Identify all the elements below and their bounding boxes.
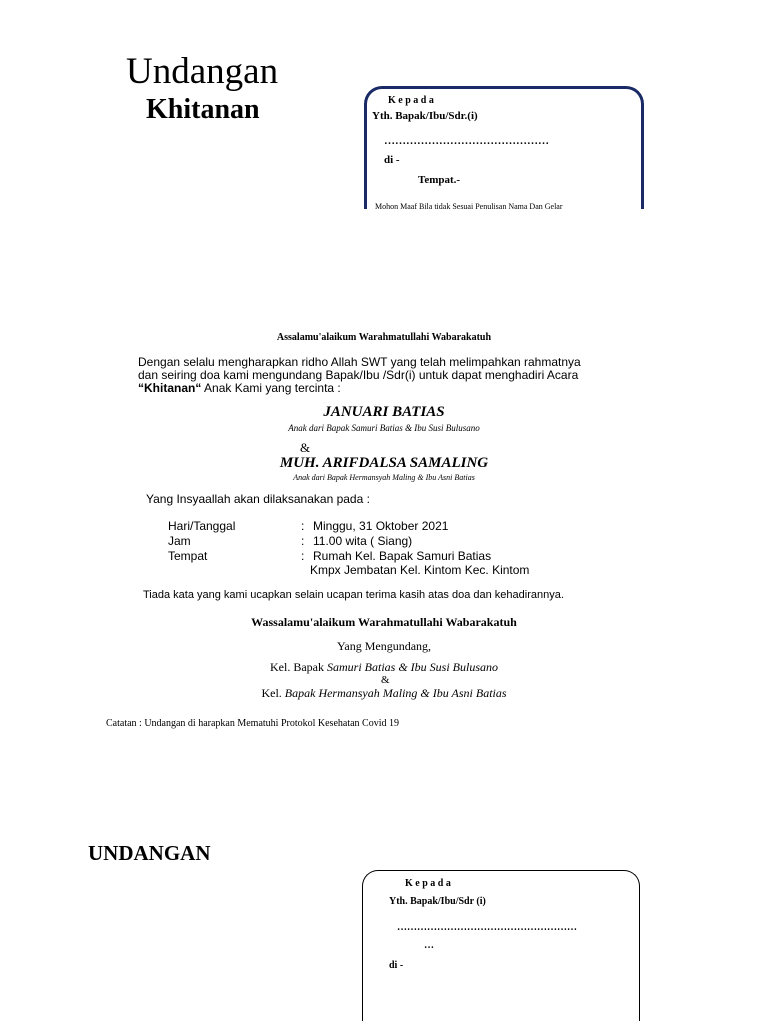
schedule-colon-time: : (301, 534, 305, 548)
title-undangan: Undangan (126, 51, 279, 92)
intro-line3 (138, 382, 610, 395)
page2-di: di - (389, 960, 404, 971)
thanks-text: Tiada kata yang kami ucapkan selain ucapan terima kasih atas doa dan kehadirannya. (143, 589, 564, 601)
schedule-label-date: Hari/Tanggal (168, 519, 236, 533)
schedule-value-place: Rumah Kel. Bapak Samuri Batias (313, 549, 492, 563)
page2-kepada: K e p a d a (405, 878, 451, 889)
intro-paragraph (138, 356, 610, 395)
schedule-place-line2: Kmpx Jembatan Kel. Kintom Kec. Kintom (310, 563, 530, 577)
address-tempat: Tempat.- (418, 174, 461, 186)
schedule-value-date: Minggu, 31 Oktober 2021 (313, 519, 449, 533)
inviter1-names: Samuri Batias & Ibu Susi Bulusano (326, 660, 498, 674)
child1-parents: Anak dari Bapak Samuri Batias & Ibu Susi Bulusano (288, 423, 480, 433)
schedule-value-time: 11.00 wita ( Siang) (313, 534, 413, 548)
covid-note: Catatan : Undangan di harapkan Mematuhi Protokol Kesehatan Covid 19 (106, 718, 399, 729)
child-ampersand: & (300, 440, 311, 455)
inviter1 (0, 660, 768, 675)
page2-dots2: … (424, 940, 434, 951)
inviter2-prefix: Kel. (261, 686, 285, 700)
address-kepada: K e p a d a (388, 95, 434, 106)
inviter-label: Yang Mengundang, (336, 639, 432, 653)
page2-yth: Yth. Bapak/Ibu/Sdr (i) (389, 896, 486, 907)
child1-name: JANUARI BATIAS (323, 404, 445, 420)
schedule-intro: Yang Insyaallah akan dilaksanakan pada : (146, 492, 370, 506)
schedule-label-place: Tempat (168, 549, 208, 563)
address-note: Mohon Maaf Bila tidak Sesuai Penulisan Nama Dan Gelar (375, 202, 563, 211)
page2-title: UNDANGAN (88, 841, 211, 865)
schedule-label-time: Jam (168, 534, 191, 548)
child2-name: MUH. ARIFDALSA SAMALING (279, 455, 489, 471)
intro-line2: dan seiring doa kami mengundang Bapak/Ibu /Sdr(i) untuk dapat menghadiri Acara (138, 368, 579, 382)
title-khitanan: Khitanan (146, 94, 260, 125)
intro-line1: Dengan selalu mengharapkan ridho Allah SWT yang telah melimpahkan rahmatnya (138, 355, 581, 369)
intro-khitanan: “Khitanan“ (138, 381, 202, 395)
intro-line3-rest: Anak Kami yang tercinta : (201, 381, 341, 395)
inviter2-names: Bapak Hermansyah Maling & Ibu Asni Batias (284, 686, 507, 700)
address-dots: ……………………………………… (384, 135, 549, 147)
inviter-ampersand: & (381, 674, 390, 686)
inviter1-prefix: Kel. Bapak (270, 660, 327, 674)
schedule-colon-date: : (301, 519, 305, 533)
greeting: Assalamu'alaikum Warahmatullahi Wabarakatuh (276, 332, 492, 343)
inviter2 (0, 686, 768, 701)
child2-parents: Anak dari Bapak Hermansyah Maling & Ibu Asni Batias (293, 473, 475, 482)
address-yth: Yth. Bapak/Ibu/Sdr.(i) (372, 110, 478, 122)
page2-address-box (362, 870, 640, 1021)
page2-dots: ……………………………………………… (397, 922, 577, 933)
schedule-colon-place: : (301, 549, 305, 563)
address-di: di - (384, 154, 400, 166)
closing-greeting: Wassalamu'alaikum Warahmatullahi Wabarakatuh (251, 615, 517, 629)
